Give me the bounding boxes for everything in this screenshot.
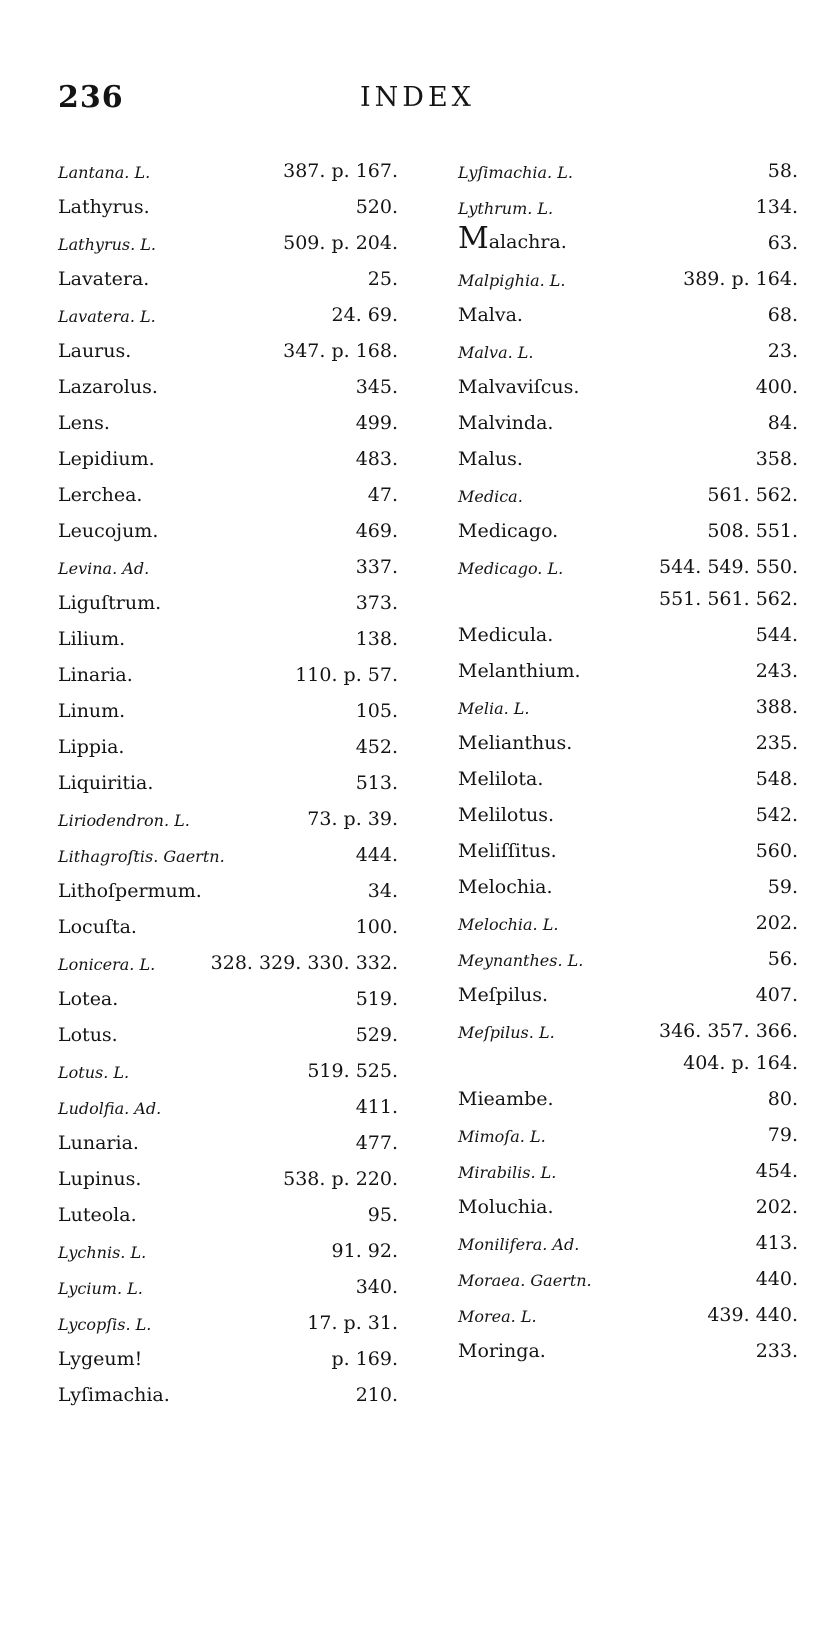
- index-entry: [58, 296, 398, 332]
- index-entry: [58, 476, 398, 512]
- index-entry: [58, 656, 398, 692]
- entry-reference: 469.: [355, 520, 398, 542]
- entry-name: Lyſimachia. L.: [458, 163, 573, 182]
- index-entry: [58, 872, 398, 908]
- entry-reference: 561. 562.: [707, 484, 798, 506]
- entry-reference: 407.: [755, 984, 798, 1006]
- index-entry: [458, 760, 798, 796]
- index-entry: [58, 1304, 398, 1340]
- entry-reference: 551. 561. 562.: [659, 588, 798, 610]
- index-entry: [458, 688, 798, 724]
- entry-name: Lychnis. L.: [58, 1243, 147, 1262]
- entry-reference: 454.: [755, 1160, 798, 1182]
- entry-reference: 404. p. 164.: [683, 1052, 798, 1074]
- entry-reference: 63.: [767, 232, 798, 254]
- index-entry: [458, 1188, 798, 1224]
- index-entry: [58, 800, 398, 836]
- index-entry: [58, 1340, 398, 1376]
- index-entry: [458, 476, 798, 512]
- index-entry: [458, 796, 798, 832]
- entry-reference: 387. p. 167.: [283, 160, 398, 182]
- entry-name: Moringa.: [458, 1340, 546, 1362]
- entry-name: Moraea. Gaertn.: [458, 1271, 592, 1290]
- entry-reference: 58.: [767, 160, 798, 182]
- entry-reference: 138.: [355, 628, 398, 650]
- index-entry: [458, 1296, 798, 1332]
- entry-name: Mieambe.: [458, 1088, 554, 1110]
- index-entry: [458, 1080, 798, 1116]
- entry-reference: 389. p. 164.: [683, 268, 798, 290]
- entry-reference: 23.: [767, 340, 798, 362]
- entry-name: Meſpilus. L.: [458, 1023, 555, 1042]
- entry-name: Lythrum. L.: [458, 199, 554, 218]
- entry-reference: 210.: [355, 1384, 398, 1406]
- entry-reference: 134.: [755, 196, 798, 218]
- entry-name: Meſpilus.: [458, 984, 549, 1006]
- entry-reference: 345.: [355, 376, 398, 398]
- entry-name: Lazarolus.: [58, 376, 158, 398]
- entry-reference: 439. 440.: [707, 1304, 798, 1326]
- entry-reference: 95.: [367, 1204, 398, 1226]
- index-entry: [58, 1376, 398, 1412]
- entry-reference: 548.: [755, 768, 798, 790]
- index-entry: [58, 152, 398, 188]
- entry-name: Medica.: [458, 487, 523, 506]
- index-entry: [58, 980, 398, 1016]
- entry-name: Lerchea.: [58, 484, 143, 506]
- index-entry: [58, 440, 398, 476]
- entry-name: Locuſta.: [58, 916, 137, 938]
- entry-reference: 483.: [355, 448, 398, 470]
- index-entry: [458, 296, 798, 332]
- entry-reference: 202.: [755, 912, 798, 934]
- index-entry: [458, 976, 798, 1012]
- entry-name: Lantana. L.: [58, 163, 151, 182]
- entry-reference: 538. p. 220.: [283, 1168, 398, 1190]
- entry-reference: 347. p. 168.: [283, 340, 398, 362]
- entry-reference: 452.: [355, 736, 398, 758]
- index-entry: [458, 152, 798, 188]
- index-entry: [58, 404, 398, 440]
- entry-reference: 346. 357. 366.: [659, 1020, 798, 1042]
- entry-reference: 17. p. 31.: [307, 1312, 398, 1334]
- entry-reference: 542.: [755, 804, 798, 826]
- index-entry: [58, 1052, 398, 1088]
- entry-reference: 328. 329. 330. 332.: [210, 952, 398, 974]
- index-column-right: [458, 152, 798, 1368]
- entry-reference: 25.: [367, 268, 398, 290]
- entry-name: Lotus.: [58, 1024, 118, 1046]
- entry-name: Medicula.: [458, 624, 554, 646]
- entry-reference: 68.: [767, 304, 798, 326]
- entry-reference: 59.: [767, 876, 798, 898]
- entry-reference: 499.: [355, 412, 398, 434]
- entry-name: Melochia. L.: [458, 915, 559, 934]
- entry-reference: 84.: [767, 412, 798, 434]
- entry-name: Melilotus.: [458, 804, 555, 826]
- entry-name: Melianthus.: [458, 732, 573, 754]
- entry-name: Malva. L.: [458, 343, 534, 362]
- entry-name: Lycium. L.: [58, 1279, 143, 1298]
- entry-reference: 110. p. 57.: [295, 664, 398, 686]
- entry-name: Leucojum.: [58, 520, 159, 542]
- page-title: INDEX: [360, 82, 475, 113]
- entry-name: Lotus. L.: [58, 1063, 130, 1082]
- entry-reference: 56.: [767, 948, 798, 970]
- entry-name: Meliſſitus.: [458, 840, 557, 862]
- entry-reference: 544. 549. 550.: [659, 556, 798, 578]
- entry-name: Lavatera. L.: [58, 307, 156, 326]
- entry-name: Malpighia. L.: [458, 271, 566, 290]
- entry-name: Lippia.: [58, 736, 125, 758]
- entry-reference: 520.: [355, 196, 398, 218]
- entry-name: Lithagroſtis. Gaertn.: [58, 847, 225, 866]
- index-entry: [458, 1152, 798, 1188]
- index-entry-continuation: [458, 580, 798, 616]
- entry-reference: 400.: [755, 376, 798, 398]
- entry-name: Levina. Ad.: [58, 559, 150, 578]
- entry-name: Mimoſa. L.: [458, 1127, 546, 1146]
- index-entry: [58, 1016, 398, 1052]
- entry-name: Lens.: [58, 412, 110, 434]
- entry-reference: p. 169.: [331, 1348, 398, 1370]
- entry-name: Linum.: [58, 700, 126, 722]
- index-entry: [458, 188, 798, 224]
- entry-name: Medicago. L.: [458, 559, 564, 578]
- entry-name: Lycopſis. L.: [58, 1315, 152, 1334]
- entry-name: Lavatera.: [58, 268, 150, 290]
- entry-reference: 233.: [755, 1340, 798, 1362]
- index-entry: [458, 1012, 798, 1048]
- entry-reference: 100.: [355, 916, 398, 938]
- entry-name: Ludolfia. Ad.: [58, 1099, 162, 1118]
- index-entry: [58, 1232, 398, 1268]
- entry-reference: 508. 551.: [707, 520, 798, 542]
- entry-name: Malachra.: [458, 221, 567, 256]
- entry-reference: 105.: [355, 700, 398, 722]
- entry-name: Malvaviſcus.: [458, 376, 580, 398]
- index-entry: [458, 512, 798, 548]
- index-entry: [58, 1088, 398, 1124]
- index-entry: [58, 620, 398, 656]
- index-entry: [58, 692, 398, 728]
- entry-reference: 243.: [755, 660, 798, 682]
- entry-name: Lupinus.: [58, 1168, 142, 1190]
- index-entry: [458, 616, 798, 652]
- index-entry: [458, 368, 798, 404]
- index-entry: [458, 1260, 798, 1296]
- entry-name: Luteola.: [58, 1204, 137, 1226]
- entry-name: Monilifera. Ad.: [458, 1235, 580, 1254]
- entry-reference: 91. 92.: [331, 1240, 398, 1262]
- index-entry: [458, 260, 798, 296]
- entry-name: Liguſtrum.: [58, 592, 162, 614]
- index-entry: [58, 548, 398, 584]
- index-entry: [58, 1196, 398, 1232]
- entry-name: Lilium.: [58, 628, 126, 650]
- entry-name: Lepidium.: [58, 448, 155, 470]
- index-entry: [58, 1160, 398, 1196]
- index-entry: [458, 868, 798, 904]
- index-entry: [458, 404, 798, 440]
- index-entry: [58, 764, 398, 800]
- index-entry: [58, 1124, 398, 1160]
- page-number: 236: [58, 80, 124, 115]
- entry-reference: 411.: [355, 1096, 398, 1118]
- index-entry: [458, 832, 798, 868]
- entry-reference: 373.: [355, 592, 398, 614]
- index-entry: [458, 904, 798, 940]
- index-entry: [58, 944, 398, 980]
- index-entry: [58, 512, 398, 548]
- index-entry: [458, 1332, 798, 1368]
- entry-reference: 513.: [355, 772, 398, 794]
- entry-name: Meynanthes. L.: [458, 951, 584, 970]
- entry-name: Malus.: [458, 448, 523, 470]
- entry-reference: 358.: [755, 448, 798, 470]
- entry-reference: 413.: [755, 1232, 798, 1254]
- index-entry: [458, 221, 798, 260]
- entry-reference: 388.: [755, 696, 798, 718]
- entry-reference: 79.: [767, 1124, 798, 1146]
- index-entry: [458, 1116, 798, 1152]
- entry-reference: 73. p. 39.: [307, 808, 398, 830]
- entry-name: Lathyrus. L.: [58, 235, 156, 254]
- entry-reference: 337.: [355, 556, 398, 578]
- index-entry: [58, 728, 398, 764]
- entry-name: Lathyrus.: [58, 196, 150, 218]
- entry-name: Morea. L.: [458, 1307, 537, 1326]
- index-entry: [58, 1268, 398, 1304]
- index-column-left: [58, 152, 398, 1412]
- entry-name: Malva.: [458, 304, 523, 326]
- entry-reference: 560.: [755, 840, 798, 862]
- entry-name: Malvinda.: [458, 412, 554, 434]
- entry-reference: 444.: [355, 844, 398, 866]
- entry-name: Lunaria.: [58, 1132, 139, 1154]
- index-entry: [58, 188, 398, 224]
- entry-reference: 509. p. 204.: [283, 232, 398, 254]
- entry-name: Medicago.: [458, 520, 559, 542]
- entry-reference: 519. 525.: [307, 1060, 398, 1082]
- entry-reference: 80.: [767, 1088, 798, 1110]
- entry-name: Laurus.: [58, 340, 132, 362]
- entry-name: Lithoſpermum.: [58, 880, 202, 902]
- index-entry: [458, 440, 798, 476]
- index-entry: [458, 332, 798, 368]
- entry-reference: 477.: [355, 1132, 398, 1154]
- index-entry: [458, 940, 798, 976]
- index-entry: [58, 224, 398, 260]
- entry-name: Liquiritia.: [58, 772, 154, 794]
- index-entry: [458, 1224, 798, 1260]
- index-entry: [58, 332, 398, 368]
- entry-reference: 202.: [755, 1196, 798, 1218]
- index-entry-continuation: [458, 1044, 798, 1080]
- entry-name: Lygeum!: [58, 1348, 143, 1370]
- index-entry: [58, 368, 398, 404]
- entry-reference: 340.: [355, 1276, 398, 1298]
- entry-name: Lyſimachia.: [58, 1384, 170, 1406]
- entry-reference: 47.: [367, 484, 398, 506]
- entry-name: Linaria.: [58, 664, 133, 686]
- entry-reference: 519.: [355, 988, 398, 1010]
- index-entry: [58, 908, 398, 944]
- index-entry: [58, 260, 398, 296]
- entry-reference: 440.: [755, 1268, 798, 1290]
- entry-reference: 544.: [755, 624, 798, 646]
- entry-name: Moluchia.: [458, 1196, 554, 1218]
- index-entry: [458, 724, 798, 760]
- entry-name: Melia. L.: [458, 699, 530, 718]
- entry-name: Mirabilis. L.: [458, 1163, 557, 1182]
- entry-reference: 24. 69.: [331, 304, 398, 326]
- entry-name: Melanthium.: [458, 660, 581, 682]
- entry-name: Liriodendron. L.: [58, 811, 190, 830]
- index-entry: [58, 584, 398, 620]
- entry-name: Melilota.: [458, 768, 544, 790]
- entry-reference: 34.: [367, 880, 398, 902]
- entry-reference: 235.: [755, 732, 798, 754]
- entry-reference: 529.: [355, 1024, 398, 1046]
- entry-name: Lonicera. L.: [58, 955, 156, 974]
- index-entry: [58, 836, 398, 872]
- entry-name: Lotea.: [58, 988, 119, 1010]
- entry-name: Melochia.: [458, 876, 553, 898]
- index-entry: [458, 652, 798, 688]
- index-entry: [458, 548, 798, 584]
